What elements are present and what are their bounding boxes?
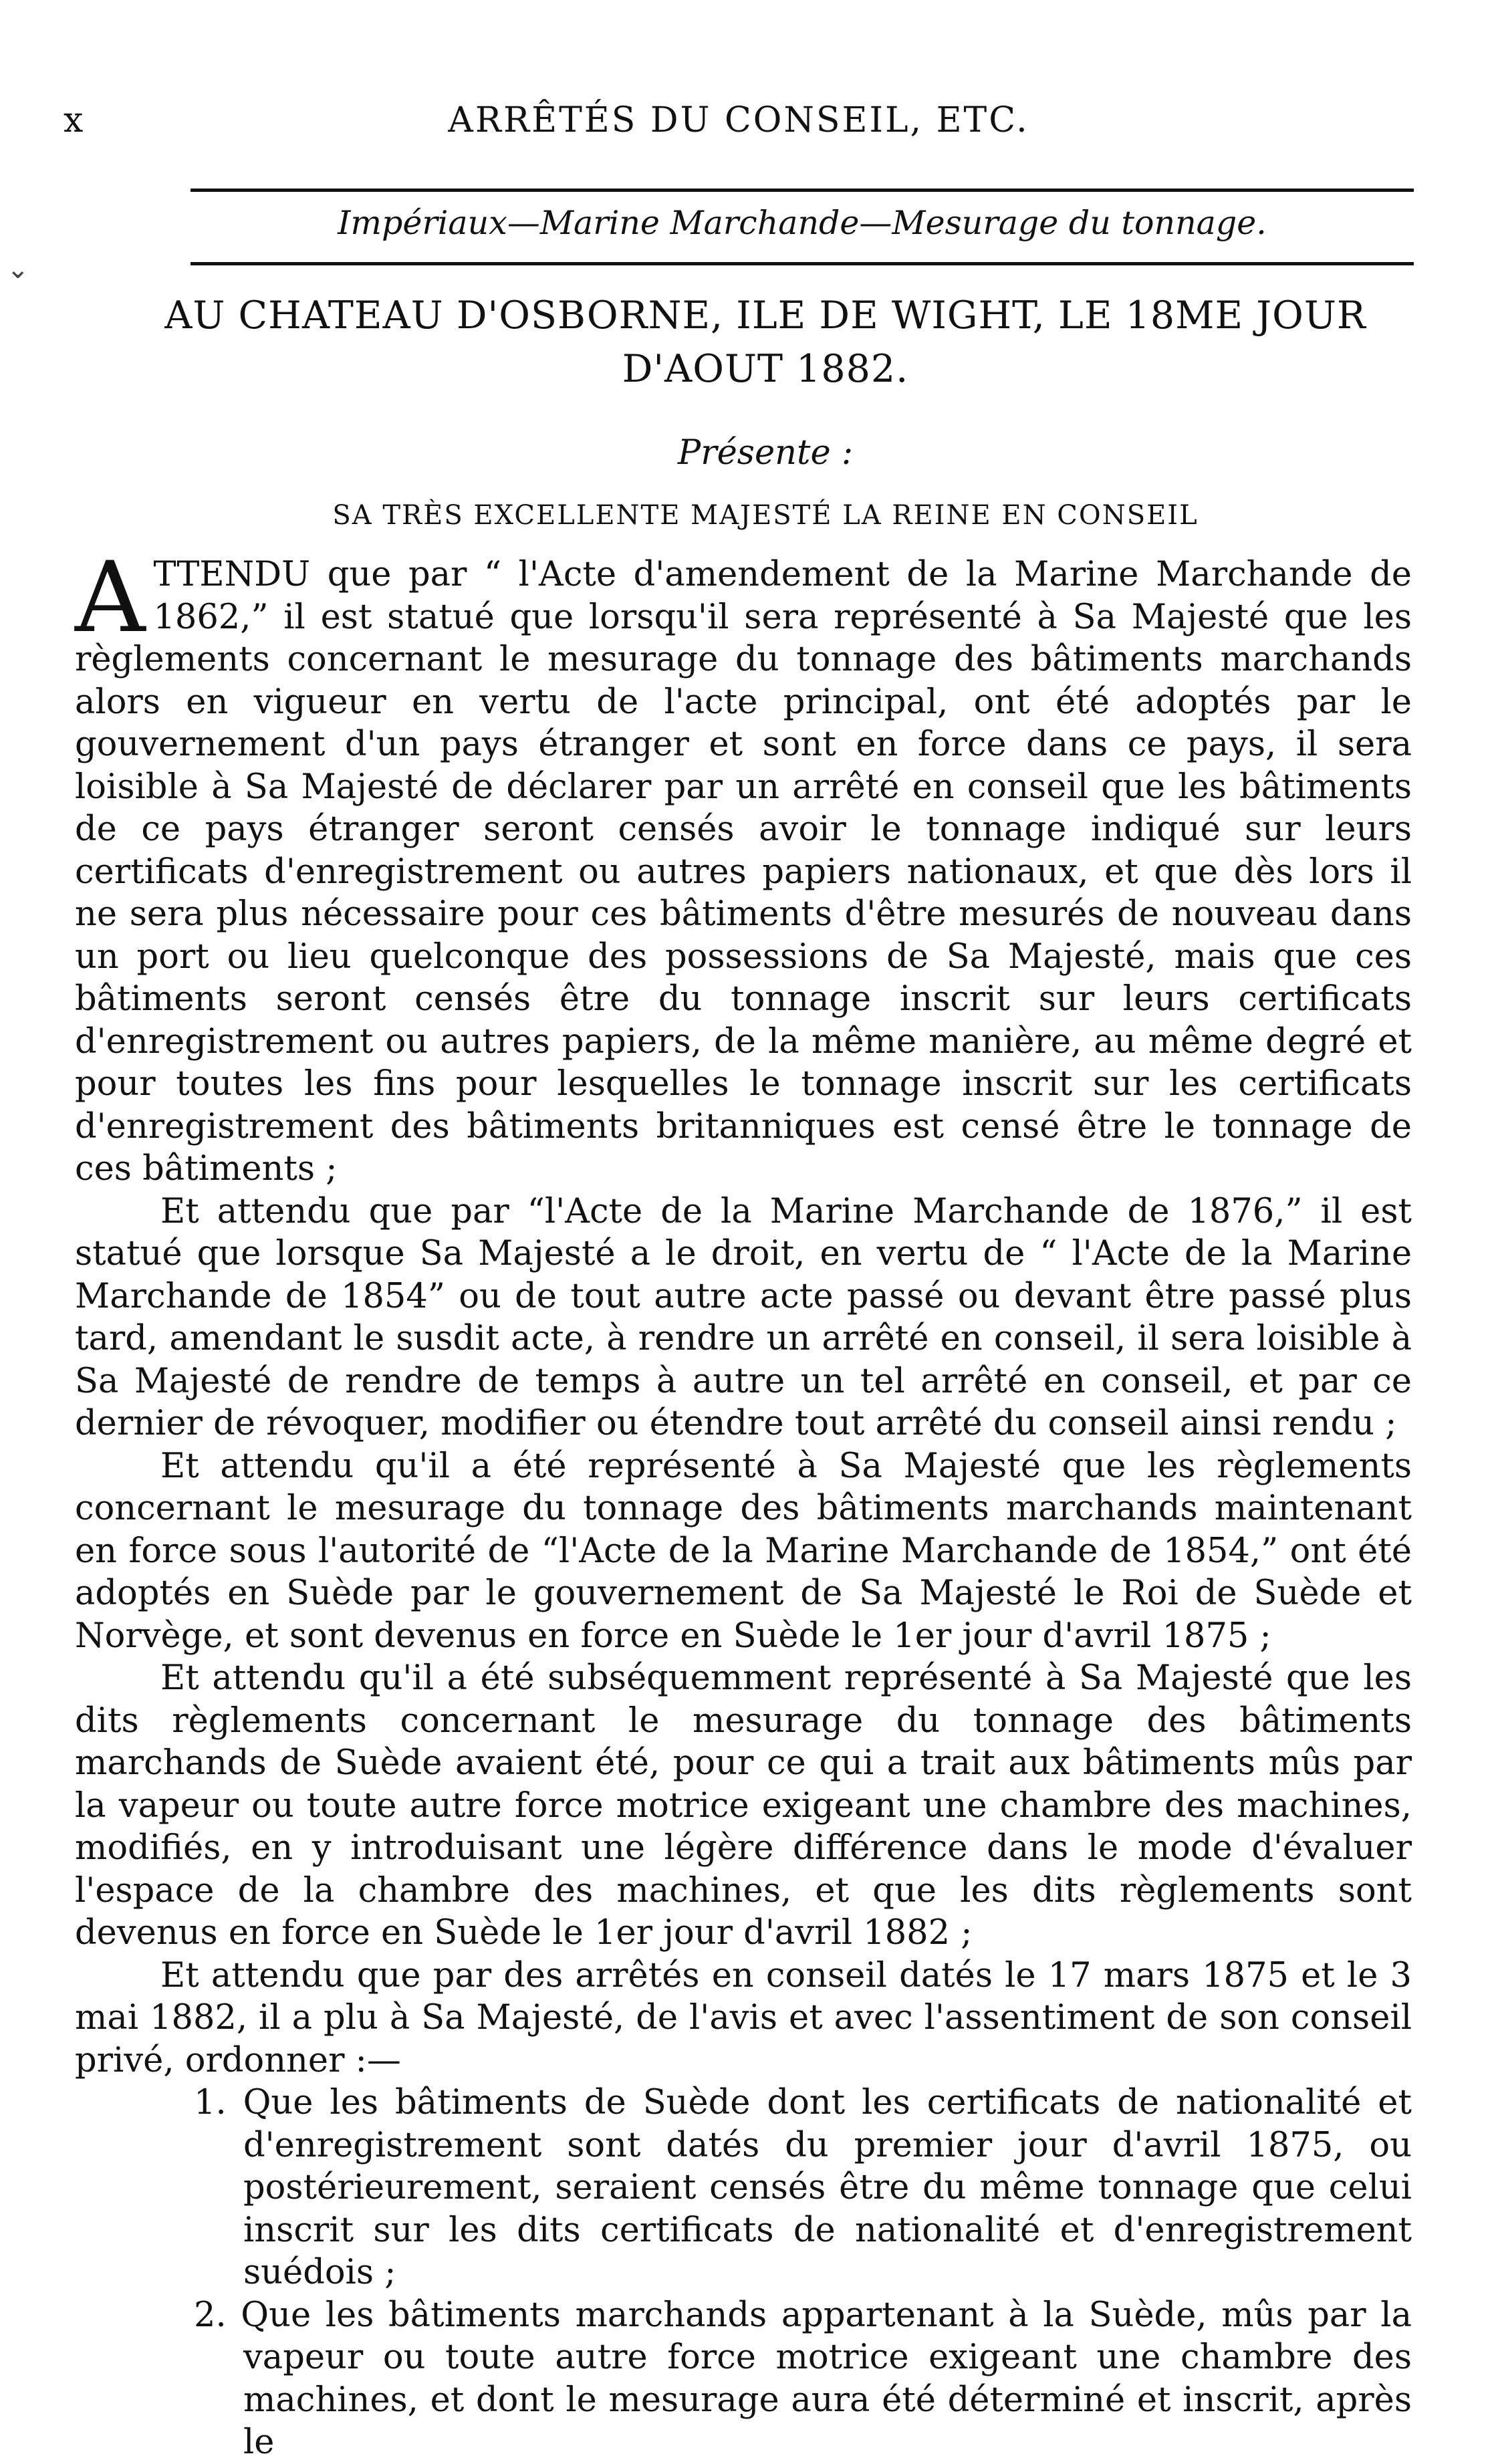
margin-mark: ⌄: [7, 254, 29, 285]
order-place-date: AU CHATEAU D'OSBORNE, ILE DE WIGHT, LE 18ME JOUR D'AOUT 1882.: [164, 293, 1366, 391]
paragraph-3: Et attendu qu'il a été représenté à Sa Majesté que les règlements concernant le mesurage du tonnage des bâtiments marchands maintenant en force sous l'autorité de “l'Acte de la Marine Marchande de 1854,” ont été adoptés en Suède par le gouvernement de Sa Majesté le Roi de Suède et Norvège, et sont devenus en force en Suède le 1er jour d'avril 1875 ;: [75, 1446, 1412, 1656]
drop-cap: A: [75, 541, 146, 654]
paragraph-1: [75, 541, 1412, 1191]
present-label: Présente :: [677, 433, 854, 473]
paragraph-2: Et attendu que par “l'Acte de la Marine Marchande de 1876,” il est statué que lorsque Sa Majesté a le droit, en vertu de “ l'Acte de la Marine Marchande de 1854” ou de tout autre acte passé ou devant être passé plus tard, amendant le susdit acte, à rendre un arrêté en conseil, il sera loisible à Sa Majesté de rendre de temps à autre un tel arrêté en conseil, et par ce dernier de révoquer, modifier ou étendre tout arrêté du conseil ainsi rendu ;: [75, 1191, 1412, 1443]
paragraph-1-text: TTENDU que par “ l'Acte d'amendement de la Marine Marchande de 1862,” il est statué que lorsqu'il sera représenté à Sa Majesté que les règlements concernant le mesurage du tonnage des bâtiments marchands alors en vigueur en vertu de l'acte principal, ont été adoptés par le gouvernement d'un pays étranger et sont en force dans ce pays, il sera loisible à Sa Majesté de déclarer par un arrêté en conseil que les bâtiments de ce pays étranger seront censés avoir le tonnage indiqué sur leurs certificats d'enregistrement ou autres papiers nationaux, et que dès lors il ne sera plus nécessaire pour ces bâtiments d'être mesurés de nouveau dans un port ou lieu quelconque des possessions de Sa Majesté, mais que ces bâtiments seront censés être du tonnage inscrit sur leurs certificats d'enregistrement ou autres papiers, de la même manière, au même degré et pour toutes les fins pour lesquelles le tonnage inscrit sur les certificats d'enregistrement des bâtiments britanniques est censé être le tonnage de ces bâtiments ;: [75, 555, 1412, 1189]
list-item-2: 2. Que les bâtiments marchands appartenant à la Suède, mûs par la vapeur ou toute autre force motrice exigeant une chambre des machines, et dont le mesurage aura été déterminé et inscrit, après le: [194, 2295, 1412, 2462]
paragraph-4: Et attendu qu'il a été subséquemment représenté à Sa Majesté que les dits règlements concernant le mesurage du tonnage des bâtiments marchands de Suède avaient été, pour ce qui a trait aux bâtiments mûs par la vapeur ou toute autre force motrice exigeant une chambre des machines, modifiés, en y introduisant une légère différence dans le mode d'évaluer l'espace de la chambre des machines, et que les dits règlements sont devenus en force en Suède le 1er jour d'avril 1882 ;: [75, 1658, 1412, 1953]
page-number: x: [64, 100, 84, 140]
running-header: [64, 100, 1414, 147]
document-body: [75, 541, 1412, 2464]
attendees-line: SA TRÈS EXCELLENTE MAJESTÉ LA REINE EN CONSEIL: [332, 500, 1199, 531]
header-rule-top: [191, 189, 1414, 192]
list-item-1: 1. Que les bâtiments de Suède dont les certificats de nationalité et d'enregistrement sont datés du premier jour d'avril 1875, ou postérieurement, seraient censés être du même tonnage que celui inscrit sur les dits certificats de nationalité et d'enregistrement suédois ;: [194, 2083, 1412, 2292]
running-title: ARRÊTÉS DU CONSEIL, ETC.: [448, 100, 1029, 140]
paragraph-5: Et attendu que par des arrêtés en conseil datés le 17 mars 1875 et le 3 mai 1882, il a plu à Sa Majesté, de l'avis et avec l'assentiment de son conseil privé, ordonner :—: [75, 1955, 1412, 2080]
header-rule-bottom: [191, 262, 1414, 265]
section-subheader: Impériaux—Marine Marchande—Mesurage du tonnage.: [338, 204, 1267, 242]
